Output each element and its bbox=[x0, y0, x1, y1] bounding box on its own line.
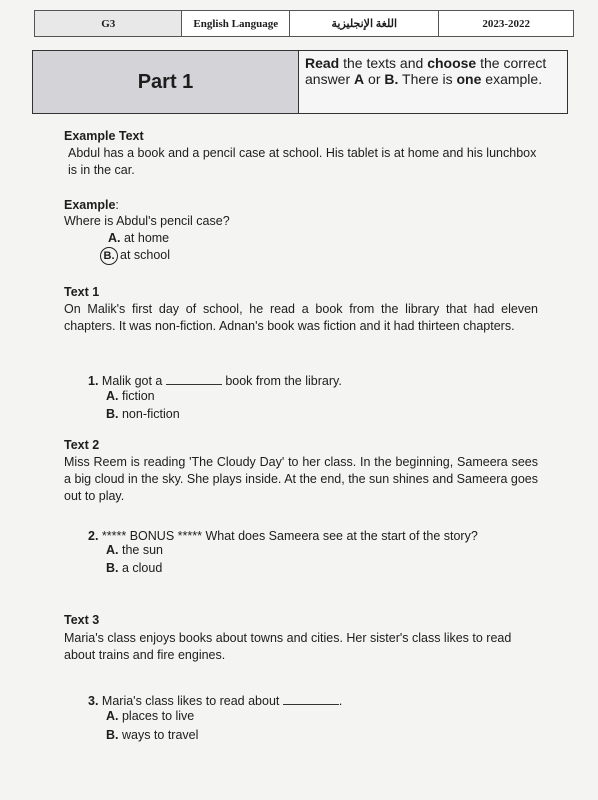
text2-heading: Text 2 bbox=[64, 438, 100, 452]
example-heading: Example Text bbox=[64, 129, 144, 143]
year-cell: 2023-2022 bbox=[439, 11, 573, 36]
text1-heading: Text 1 bbox=[64, 285, 100, 299]
q1-option-b: B. non-fiction bbox=[106, 407, 180, 421]
example-option-a: A. at home bbox=[108, 231, 170, 245]
subject-arabic-cell: اللغة الإنجليزية bbox=[290, 11, 439, 36]
question-1: 1. Malik got a book from the library. bbox=[88, 374, 342, 388]
text3-body: Maria's class enjoys books about towns and cities. Her sister's class likes to read about trains and fire engines. bbox=[64, 631, 512, 662]
text1-body: On Malik's first day of school, he read a book from the library that had eleven chapters. It was non-fiction. Adnan's book was fiction and it had thirteen chapters. bbox=[64, 302, 538, 333]
grade-cell: G3 bbox=[35, 11, 182, 36]
part-title: Part 1 bbox=[33, 51, 299, 113]
q3-option-b: B. ways to travel bbox=[106, 728, 199, 742]
example-label: Example: bbox=[64, 198, 119, 212]
q2-option-a: A. the sun bbox=[106, 543, 163, 557]
q3-option-a: A. places to live bbox=[106, 709, 195, 723]
instructions: Read the texts and choose the correct answer A or B. There is one example. bbox=[299, 51, 567, 113]
q1-option-a: A. fiction bbox=[106, 389, 155, 403]
header-bar bbox=[34, 10, 574, 37]
example-text: Abdul has a book and a pencil case at school. His tablet is at home and his lunchbox is in the car. bbox=[68, 146, 537, 177]
selected-answer-circle: B. bbox=[100, 247, 118, 265]
text3-heading: Text 3 bbox=[64, 613, 100, 627]
question-2: 2. ***** BONUS ***** What does Sameera see at the start of the story? bbox=[88, 529, 478, 543]
part-header bbox=[32, 50, 568, 114]
example-question: Where is Abdul's pencil case? bbox=[64, 214, 230, 228]
text2-body: Miss Reem is reading 'The Cloudy Day' to her class. In the beginning, Sameera sees a big cloud in the sky. She plays inside. At the end, the sun shines and Sameera goes out to play. bbox=[64, 455, 538, 503]
example-option-b: B. at school bbox=[100, 247, 170, 265]
subject-cell: English Language bbox=[182, 11, 290, 36]
q2-option-b: B. a cloud bbox=[106, 561, 163, 575]
question-3: 3. Maria's class likes to read about . bbox=[88, 694, 343, 708]
